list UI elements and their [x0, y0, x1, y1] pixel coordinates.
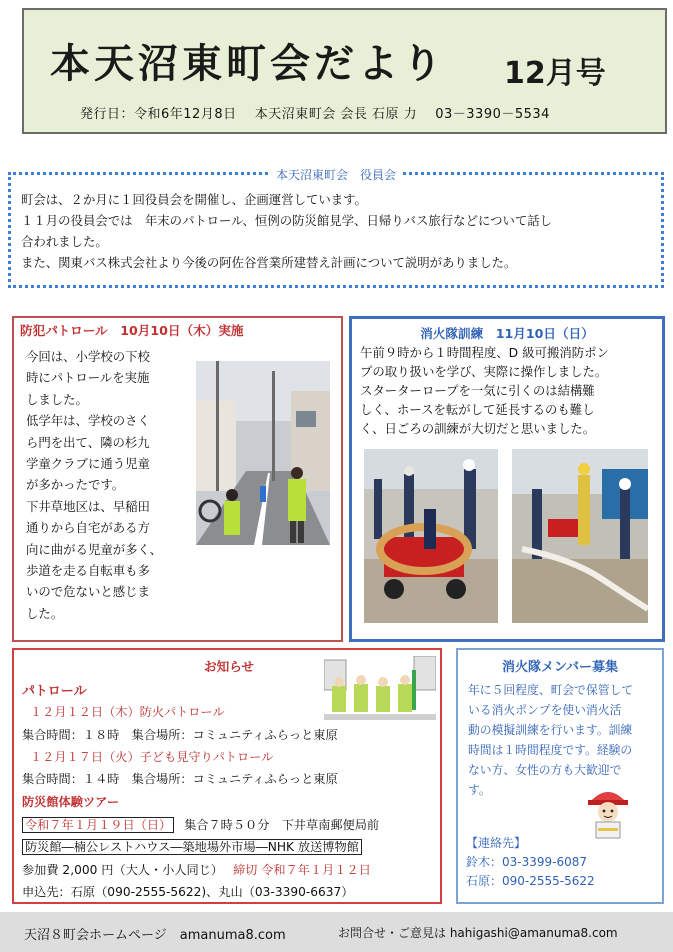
notice-event1: １２月１２日（木）防火パトロール: [30, 705, 225, 719]
notice-event1-detail: 集合時間：１８時 集合場所：コミュニティふらっと東原: [22, 728, 338, 742]
patrol-line: 学童クラブに通う児童: [26, 456, 150, 472]
training-line: 午前９時から１時間程度、D 級可搬消防ポン: [360, 345, 609, 360]
notice-tour-meet: 集合７時５０分 下井草南郵便局前: [184, 818, 380, 832]
recruit-contact-2: 石原：090-2555-5622: [466, 874, 595, 888]
patrol-line: 低学年は、学校のさく: [26, 413, 150, 429]
notice-tour-route: 防災館―楠公レストハウス―築地場外市場―NHK 放送博物館: [22, 839, 362, 855]
patrol-line: 下井草地区は、早稲田: [26, 498, 150, 514]
footer-inquiry[interactable]: お問合せ・ご意見は hahigashi@amanuma8.com: [338, 926, 618, 940]
patrol-line: 通りから自宅がある方: [26, 520, 150, 536]
committee-label: 本天沼東町会 役員会: [270, 168, 402, 182]
notice-tour-title: 防災館体験ツアー: [22, 795, 120, 809]
recruit-heading: 消火隊メンバー募集: [501, 660, 619, 675]
recruit-contact-1: 鈴木：03-3399-6087: [466, 855, 588, 869]
training-section: [349, 316, 665, 642]
notice-patrol-title: パトロール: [22, 684, 87, 699]
notice-section: [12, 648, 442, 904]
notice-fee: 参加費 2,000 円（大人・小人同じ）: [22, 863, 224, 877]
notice-event2: １２月１７日（火）子ども見守りパトロール: [30, 750, 274, 764]
patrol-section: [12, 316, 343, 642]
notice-heading: お知らせ: [204, 659, 254, 674]
patrol-line: 今回は、小学校の下校: [26, 349, 150, 364]
notice-tour-date: 令和７年１月１９日（日）: [22, 817, 174, 833]
patrol-line: しました。: [26, 391, 88, 407]
committee-line: また、関東バス株式会社より今後の阿佐谷営業所建替え計画について説明がありました。: [21, 255, 517, 270]
training-photo-hose: [512, 449, 648, 623]
training-line: スターターロープを一気に引くのは結構難: [360, 383, 595, 398]
notice-event2-detail: 集合時間：１４時 集合場所：コミュニティふらっと東原: [22, 772, 338, 786]
patrol-line: いので危ないと感じま: [26, 584, 150, 600]
committee-body: [21, 189, 653, 273]
recruit-line: 時間は１時間程度です。経験の: [468, 743, 633, 757]
recruit-line: いる消火ポンプを使い消火活: [468, 703, 622, 717]
committee-line: １１月の役員会では 年末のパトロール、恒例の防災館見学、日帰りバス旅行などについて話し: [21, 213, 553, 228]
masthead: [22, 8, 667, 134]
training-heading: 消火隊訓練 11月10日（日）: [420, 326, 594, 341]
patrol-line: ら門を出て、隣の杉九: [26, 434, 150, 450]
notice-deadline: 締切 令和７年１月１２日: [232, 863, 371, 877]
publication-info: 発行日：令和6年12月8日 本天沼東町会 会長 石原 力 03－3390－5534: [80, 107, 550, 122]
patrol-body: [26, 346, 190, 624]
committee-line: 町会は、２か月に１回役員会を開催し、企画運営しています。: [21, 192, 367, 207]
issue-label: 12月号: [504, 56, 606, 91]
patrol-line: した。: [26, 605, 64, 621]
patrol-line: 歩道を走る自転車も多: [26, 563, 150, 579]
training-line: しく、ホースを転がして延長するのも難し: [360, 402, 595, 417]
patrol-line: が多かったです。: [26, 477, 125, 493]
recruit-contact-label: 【連絡先】: [466, 836, 527, 850]
recruit-section: [456, 648, 664, 904]
training-line: く、日ごろの訓練が大切だと思いました。: [360, 421, 596, 436]
recruit-line: 年に５回程度、町会で保管して: [468, 683, 634, 697]
patrol-illustration: [324, 656, 436, 728]
patrol-line: 向に曲がる児童が多く、: [26, 541, 163, 557]
recruit-line: 動の模擬訓練を行います。訓練: [468, 723, 633, 737]
notice-apply: 申込先：石原（090-2555-5622)、丸山（03-3390-6637）: [22, 885, 354, 899]
footer-homepage[interactable]: 天沼８町会ホームページ amanuma8.com: [24, 928, 286, 943]
training-photo-pump: [364, 449, 498, 623]
footer: [0, 912, 673, 952]
firefighter-icon: [582, 782, 634, 842]
patrol-heading: 防犯パトロール 10月10日（木）実施: [20, 323, 244, 338]
committee-line: 合われました。: [21, 234, 108, 249]
patrol-photo: [196, 361, 330, 545]
training-body: [360, 343, 656, 438]
newsletter-title: 本天沼東町会だより: [50, 41, 446, 87]
recruit-line: す。: [468, 783, 491, 797]
training-line: プの取り扱いを学び、実際に操作しました。: [360, 364, 608, 379]
recruit-line: ない方、女性の方も大歓迎で: [468, 763, 622, 777]
committee-section: [8, 168, 664, 288]
patrol-line: 時にパトロールを実施: [26, 370, 150, 386]
